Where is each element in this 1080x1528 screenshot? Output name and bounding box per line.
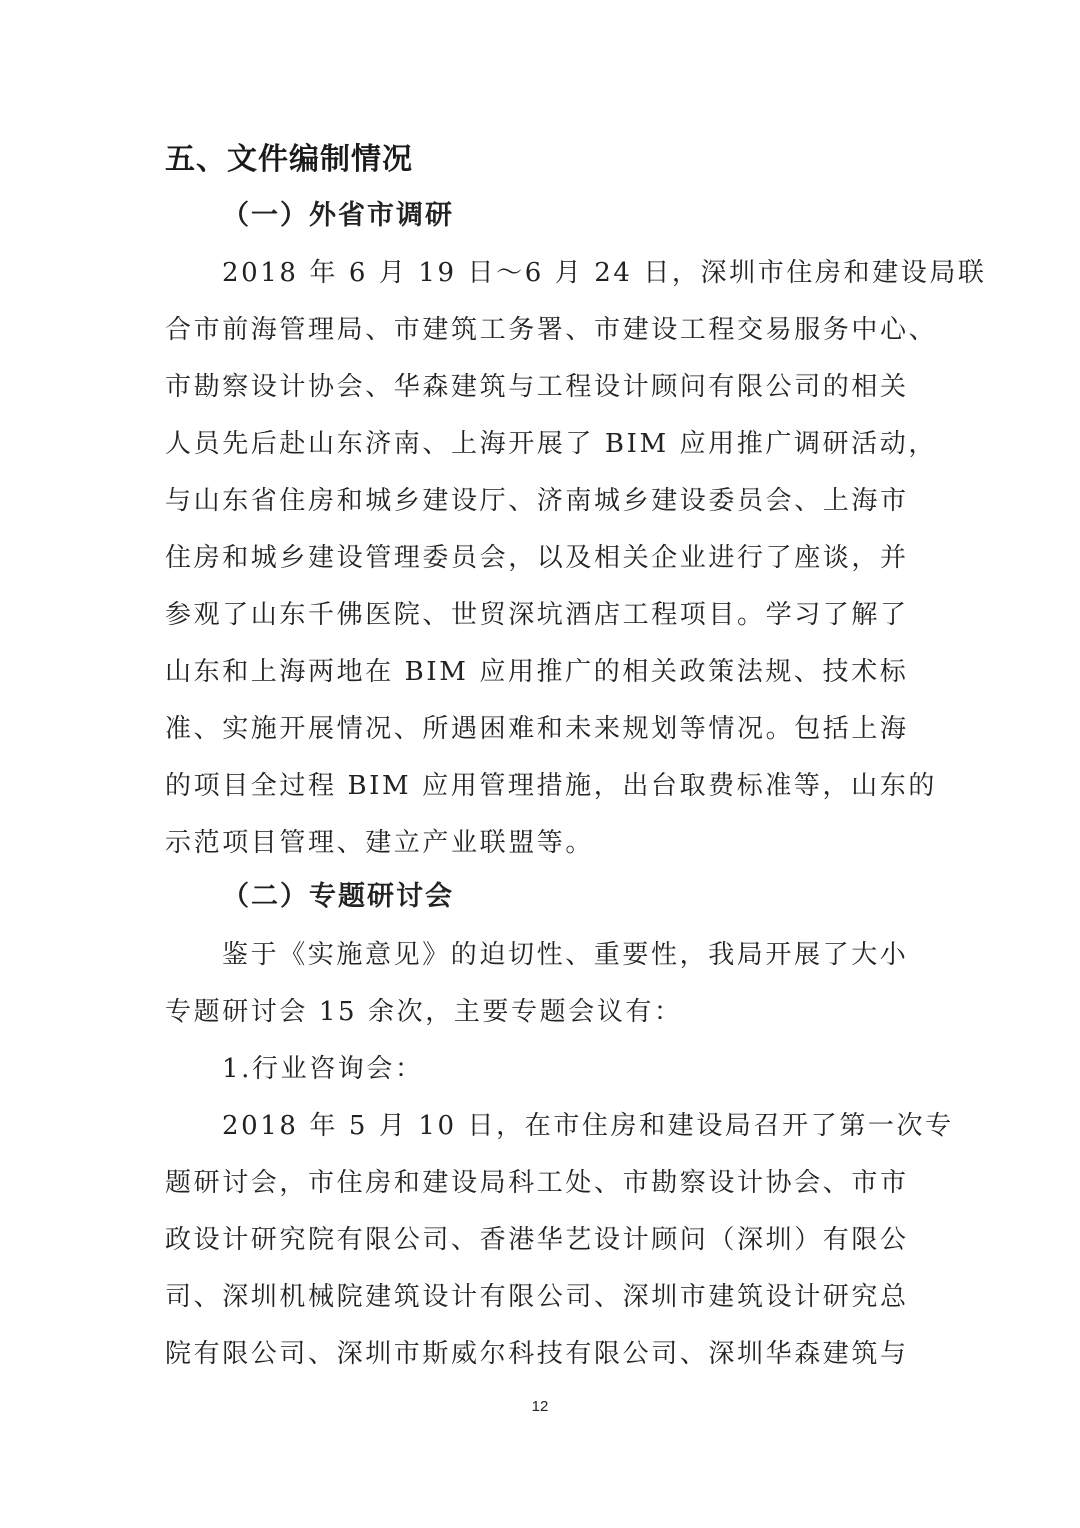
page-number: 12 [531, 1398, 549, 1415]
text-line: 的项目全过程 BIM 应用管理措施，出台取费标准等，山东的 [165, 771, 937, 801]
subsection-title-seminars: （二）专题研讨会 [222, 881, 454, 912]
section-heading: 五、文件编制情况 [165, 142, 413, 177]
text-line: 人员先后赴山东济南、上海开展了 BIM 应用推广调研活动， [165, 429, 937, 459]
text-line: 2018 年 5 月 10 日，在市住房和建设局召开了第一次专 [222, 1111, 954, 1141]
text-line: 司、深圳机械院建筑设计有限公司、深圳市建筑设计研究总 [165, 1282, 909, 1312]
text-line: 山东和上海两地在 BIM 应用推广的相关政策法规、技术标 [165, 657, 909, 687]
text-line: 市勘察设计协会、华森建筑与工程设计顾问有限公司的相关 [165, 372, 909, 402]
subsection-title-research: （一）外省市调研 [222, 200, 454, 231]
text-line: 住房和城乡建设管理委员会，以及相关企业进行了座谈，并 [165, 543, 909, 573]
text-line: 示范项目管理、建立产业联盟等。 [165, 828, 595, 858]
text-line: 合市前海管理局、市建筑工务署、市建设工程交易服务中心、 [165, 315, 938, 345]
text-line: 参观了山东千佛医院、世贸深坑酒店工程项目。学习了解了 [165, 600, 909, 630]
text-line: 与山东省住房和城乡建设厅、济南城乡建设委员会、上海市 [165, 486, 909, 516]
text-line: 2018 年 6 月 19 日～6 月 24 日，深圳市住房和建设局联 [222, 258, 987, 288]
text-line: 准、实施开展情况、所遇困难和未来规划等情况。包括上海 [165, 714, 909, 744]
text-line: 专题研讨会 15 余次，主要专题会议有： [165, 997, 683, 1027]
text-line: 题研讨会，市住房和建设局科工处、市勘察设计协会、市市 [165, 1168, 909, 1198]
text-line: 政设计研究院有限公司、香港华艺设计顾问（深圳）有限公 [165, 1225, 909, 1255]
list-item-title-industry-consultation: 1.行业咨询会： [222, 1054, 424, 1084]
text-line: 鉴于《实施意见》的迫切性、重要性，我局开展了大小 [222, 940, 909, 970]
text-line: 院有限公司、深圳市斯威尔科技有限公司、深圳华森建筑与 [165, 1339, 909, 1369]
